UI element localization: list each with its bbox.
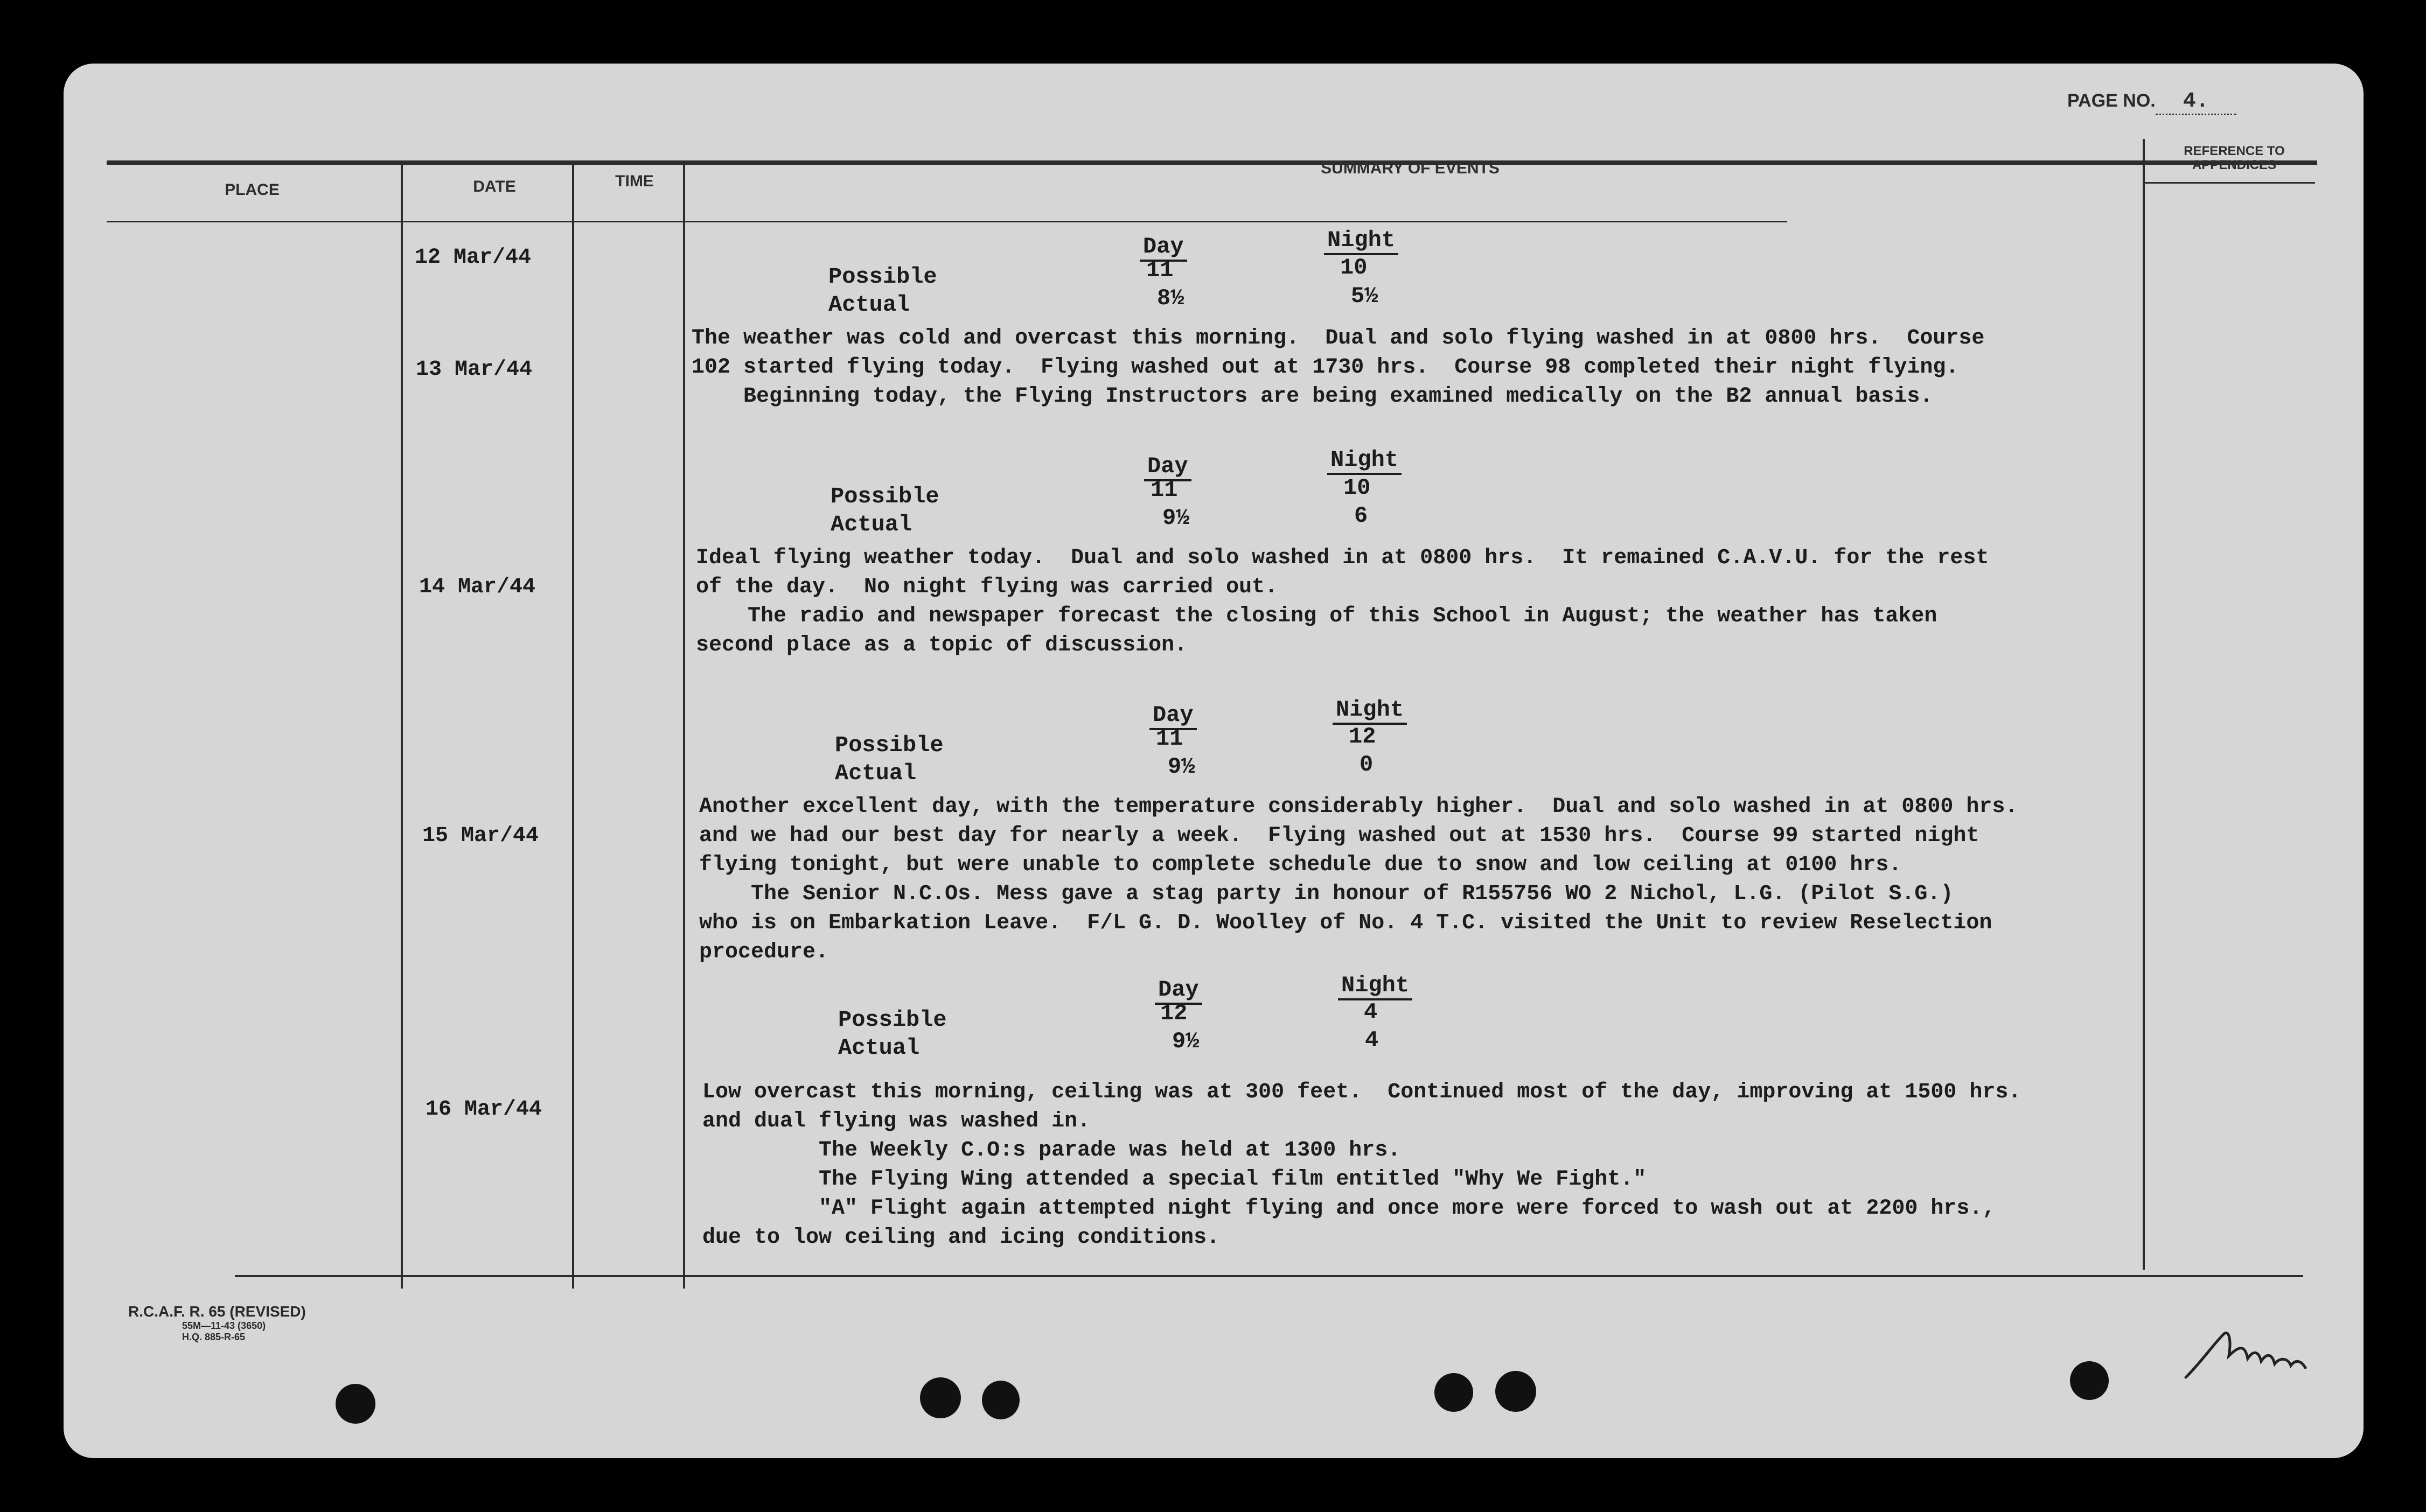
stat-day-header: Day bbox=[1144, 453, 1191, 481]
column-divider-time bbox=[683, 163, 685, 1289]
table-bottom-rule bbox=[235, 1275, 2303, 1277]
stat-night-actual: 0 bbox=[1360, 752, 1374, 778]
stat-night-possible: 10 bbox=[1343, 475, 1371, 501]
header-reference-line1: REFERENCE TO bbox=[2184, 144, 2285, 158]
stat-actual-label: Actual bbox=[828, 292, 910, 318]
summary-line: "A" Flight again attempted night flying and once more were forced to wash out at 2200 hrs., bbox=[702, 1196, 1996, 1221]
header-summary: SUMMARY OF EVENTS bbox=[1321, 159, 1500, 177]
summary-line: second place as a topic of discussion. bbox=[696, 633, 1188, 657]
form-sheet bbox=[64, 64, 2364, 1458]
stat-day-possible: 12 bbox=[1160, 1000, 1188, 1026]
page-number-label: PAGE NO. bbox=[2067, 90, 2156, 111]
summary-line: 102 started flying today. Flying washed out at 1730 hrs. Course 98 completed their night flying. bbox=[692, 355, 1959, 380]
summary-line: The radio and newspaper forecast the closing of this School in August; the weather has taken bbox=[696, 604, 1937, 628]
summary-line: who is on Embarkation Leave. F/L G. D. Woolley of No. 4 T.C. visited the Unit to review Reselection bbox=[699, 911, 1992, 935]
stat-night-header: Night bbox=[1327, 447, 1402, 475]
entry-date: 12 Mar/44 bbox=[415, 246, 532, 270]
header-reference bbox=[2153, 144, 2315, 172]
stat-day-possible: 11 bbox=[1151, 477, 1178, 503]
summary-line: flying tonight, but were unable to complete schedule due to snow and low ceiling at 0100 hrs. bbox=[699, 853, 1902, 877]
stat-day-actual: 9½ bbox=[1162, 505, 1190, 531]
punch-hole bbox=[336, 1384, 375, 1424]
punch-hole bbox=[920, 1377, 961, 1418]
summary-line: of the day. No night flying was carried out. bbox=[696, 575, 1278, 599]
stat-possible-label: Possible bbox=[828, 264, 937, 290]
header-reference-line2: APPENDICES bbox=[2192, 158, 2277, 172]
summary-line: The Weekly C.O:s parade was held at 1300 hrs. bbox=[702, 1138, 1401, 1163]
header-place: PLACE bbox=[225, 181, 280, 199]
entry-date: 14 Mar/44 bbox=[419, 575, 536, 599]
column-divider-date bbox=[572, 163, 574, 1289]
stat-day-header: Day bbox=[1155, 977, 1202, 1005]
summary-line: Ideal flying weather today. Dual and solo washed in at 0800 hrs. It remained C.A.V.U. for the rest bbox=[696, 546, 1989, 570]
stat-day-possible: 11 bbox=[1146, 257, 1174, 283]
punch-hole bbox=[982, 1381, 1020, 1419]
appendix-header-rule bbox=[2143, 182, 2315, 184]
entry-date: 16 Mar/44 bbox=[426, 1097, 542, 1122]
stat-night-actual: 4 bbox=[1365, 1027, 1379, 1053]
stat-day-possible: 11 bbox=[1156, 726, 1183, 752]
stat-night-possible: 10 bbox=[1340, 255, 1368, 281]
summary-line: Another excellent day, with the temperature considerably higher. Dual and solo washed in at 0800 hrs. bbox=[699, 795, 2018, 819]
handwritten-signature bbox=[2180, 1313, 2320, 1388]
header-time: TIME bbox=[615, 172, 654, 190]
stat-actual-label: Actual bbox=[831, 512, 912, 537]
summary-line: procedure. bbox=[699, 940, 829, 964]
summary-line: The weather was cold and overcast this morning. Dual and solo flying washed in at 0800 hrs. Course bbox=[692, 326, 1985, 351]
stat-actual-label: Actual bbox=[838, 1035, 920, 1061]
summary-line: The Flying Wing attended a special film entitled "Why We Fight." bbox=[702, 1167, 1647, 1192]
stat-actual-label: Actual bbox=[835, 760, 917, 786]
stat-night-actual: 5½ bbox=[1351, 283, 1378, 309]
stat-night-header: Night bbox=[1324, 227, 1398, 255]
stat-day-header: Day bbox=[1149, 702, 1197, 730]
summary-line: and dual flying was washed in. bbox=[702, 1109, 1091, 1133]
stat-night-header: Night bbox=[1338, 972, 1412, 1000]
stat-day-actual: 9½ bbox=[1172, 1028, 1200, 1054]
entry-date: 15 Mar/44 bbox=[422, 824, 539, 848]
header-date: DATE bbox=[473, 178, 516, 195]
stat-night-possible: 4 bbox=[1364, 999, 1378, 1025]
punch-hole bbox=[1495, 1371, 1536, 1412]
form-identifier-line3: H.Q. 885-R-65 bbox=[182, 1332, 246, 1342]
entry-date: 13 Mar/44 bbox=[416, 358, 533, 382]
form-identifier-line2: 55M—11-43 (3650) bbox=[182, 1320, 266, 1331]
summary-line: due to low ceiling and icing conditions. bbox=[702, 1226, 1220, 1250]
page-number-value: 4. bbox=[2156, 89, 2236, 115]
stat-possible-label: Possible bbox=[831, 484, 939, 509]
form-identifier-line1: R.C.A.F. R. 65 (REVISED) bbox=[128, 1303, 306, 1320]
column-divider-place bbox=[401, 163, 403, 1289]
column-divider-summary bbox=[2143, 139, 2145, 1270]
stat-night-possible: 12 bbox=[1349, 724, 1376, 750]
page-number bbox=[2067, 89, 2236, 115]
stat-day-header: Day bbox=[1140, 234, 1187, 262]
stat-day-actual: 8½ bbox=[1157, 285, 1184, 311]
stat-night-actual: 6 bbox=[1354, 503, 1368, 529]
summary-line: and we had our best day for nearly a week. Flying washed out at 1530 hrs. Course 99 started night bbox=[699, 824, 1979, 848]
header-bottom-rule bbox=[107, 221, 1787, 222]
summary-line: The Senior N.C.Os. Mess gave a stag party in honour of R155756 WO 2 Nichol, L.G. (Pilot S.G.) bbox=[699, 882, 1954, 906]
stat-possible-label: Possible bbox=[835, 732, 944, 758]
form-identifier bbox=[128, 1303, 306, 1343]
summary-line: Beginning today, the Flying Instructors are being examined medically on the B2 annual basis. bbox=[692, 384, 1933, 409]
stat-night-header: Night bbox=[1333, 697, 1407, 725]
summary-line: Low overcast this morning, ceiling was at 300 feet. Continued most of the day, improving at 1500 hrs. bbox=[702, 1080, 2021, 1104]
punch-hole bbox=[1434, 1373, 1473, 1412]
stat-day-actual: 9½ bbox=[1168, 754, 1195, 780]
stat-possible-label: Possible bbox=[838, 1007, 947, 1033]
punch-hole bbox=[2070, 1361, 2109, 1400]
